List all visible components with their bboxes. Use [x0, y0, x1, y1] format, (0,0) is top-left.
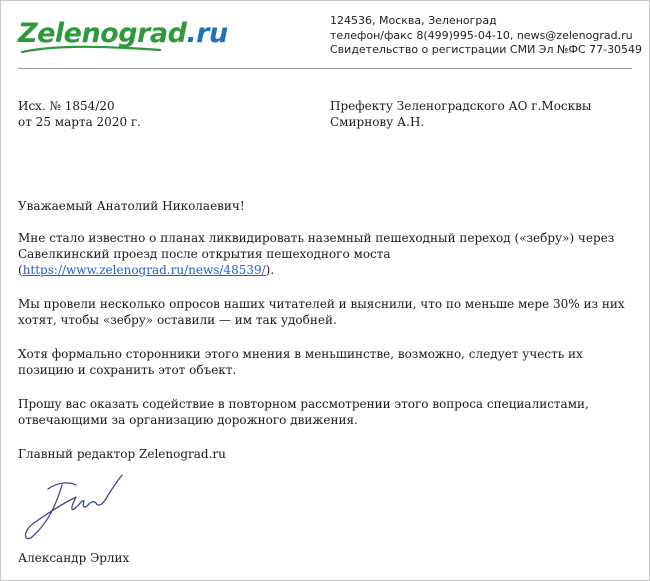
addressee-line2: Смирнову А.Н. [330, 115, 425, 129]
paragraph-1-end: ). [265, 263, 275, 277]
header-divider [18, 68, 632, 69]
header-registration: Свидетельство о регистрации СМИ Эл №ФС 77-30549 [330, 43, 643, 56]
reference-number: Исх. № 1854/20 [18, 99, 115, 113]
news-link[interactable]: https://www.zelenograd.ru/news/48539/ [22, 263, 266, 277]
paragraph-1-text: Мне стало известно о планах ликвидировать наземный пешеходный переход («зебру») через Савелкинский проезд после открытия пешеходного моста ( [18, 231, 615, 277]
greeting: Уважаемый Анатолий Николаевич! [18, 199, 245, 213]
signatory-name: Александр Эрлих [18, 551, 130, 565]
handwritten-signature [18, 465, 138, 547]
signatory-title: Главный редактор Zelenograd.ru [18, 447, 226, 461]
addressee-line1: Префекту Зеленоградского АО г.Москвы [330, 99, 592, 113]
logo-swoosh-icon [20, 43, 165, 57]
logo-text-suffix: .ru [186, 18, 228, 49]
paragraph-2: Мы провели несколько опросов наших читателей и выяснили, что по меньше мере 30% из них хотят, чтобы «зебру» оставили — им так удобней. [18, 297, 625, 327]
paragraph-1 [18, 230, 633, 278]
addressee-block [330, 98, 591, 130]
header-contact-block [330, 14, 642, 58]
outgoing-reference [18, 98, 141, 130]
letter-body [18, 198, 633, 446]
zelenograd-logo[interactable] [18, 15, 228, 55]
header-contacts: телефон/факс 8(499)995-04-10, news@zelenograd.ru [330, 28, 633, 42]
paragraph-4: Прошу вас оказать содействие в повторном рассмотрении этого вопроса специалистами, отвечающими за организацию дорожного движения. [18, 397, 589, 427]
header-address: 124536, Москва, Зеленоград [330, 14, 497, 27]
reference-date: от 25 марта 2020 г. [18, 115, 141, 129]
paragraph-3: Хотя формально сторонники этого мнения в меньшинстве, возможно, следует учесть их позицию и сохранить этот объект. [18, 347, 583, 377]
logo-text-main: Zelenograd [18, 18, 187, 49]
